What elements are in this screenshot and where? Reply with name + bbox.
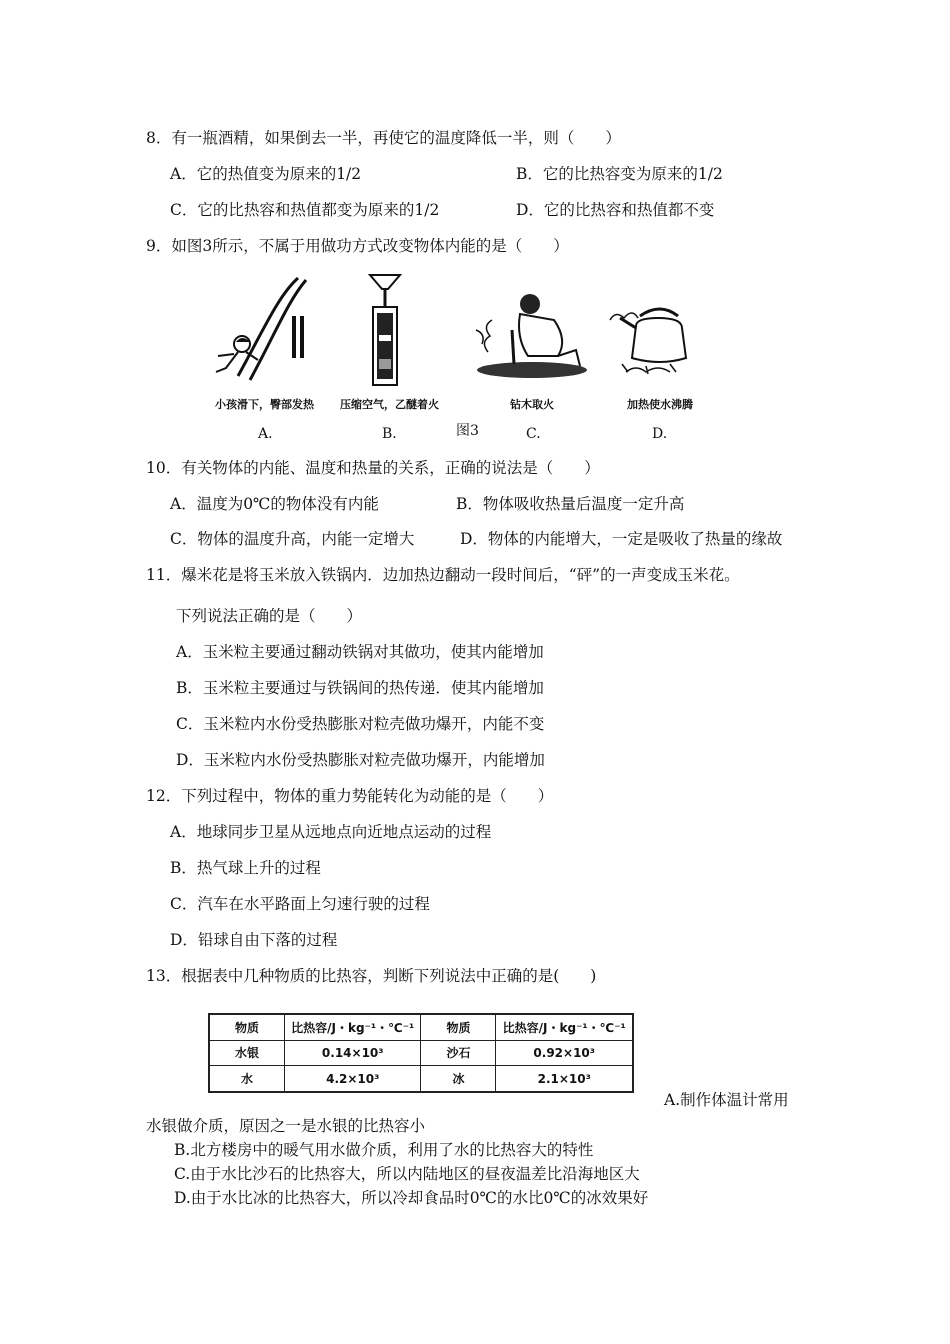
drilling-wood-fire-illustration xyxy=(472,290,590,380)
table-header-row xyxy=(209,1014,633,1040)
q11-stem-line1: 11．爆米花是将玉米放入铁锅内．边加热边翻动一段时间后，“砰”的一声变成玉米花。 xyxy=(146,566,740,584)
q10-option-b: B．物体吸收热量后温度一定升高 xyxy=(456,495,685,513)
q12-option-d: D．铅球自由下落的过程 xyxy=(170,931,338,949)
q8-option-c: C．它的比热容和热值都变为原来的1/2 xyxy=(170,201,440,219)
q13-option-b: B.北方楼房中的暖气用水做介质，利用了水的比热容大的特性 xyxy=(174,1141,594,1159)
table-cell: 冰 xyxy=(421,1066,496,1092)
figure-3-label: 图3 xyxy=(456,423,479,439)
table-cell: 水银 xyxy=(209,1040,285,1066)
table-row xyxy=(209,1040,633,1066)
q13-option-a-line1: A.制作体温计常用 xyxy=(664,1091,789,1109)
table-header-cell: 比热容/J・kg⁻¹・℃⁻¹ xyxy=(285,1014,421,1040)
q13-option-a-line2: 水银做介质，原因之一是水银的比热容小 xyxy=(146,1117,426,1135)
slide-illustration xyxy=(208,276,313,386)
table-cell: 沙石 xyxy=(421,1040,496,1066)
q13-stem: 13．根据表中几种物质的比热容，判断下列说法中正确的是( ) xyxy=(146,967,597,985)
table-cell: 0.92×10³ xyxy=(496,1040,633,1066)
q10-option-c: C．物体的温度升高，内能一定增大 xyxy=(170,530,415,548)
table-cell: 水 xyxy=(209,1066,285,1092)
table-header-cell: 物质 xyxy=(421,1014,496,1040)
figure-c-label: C. xyxy=(526,426,541,442)
table-cell: 0.14×10³ xyxy=(285,1040,421,1066)
specific-heat-table xyxy=(208,1013,634,1093)
figure-b-caption: 压缩空气，乙醚着火 xyxy=(340,398,439,411)
q10-stem: 10．有关物体的内能、温度和热量的关系，正确的说法是（ ） xyxy=(146,459,600,477)
figure-a-caption: 小孩滑下，臀部发热 xyxy=(215,398,314,411)
figure-d-caption: 加热使水沸腾 xyxy=(627,398,693,411)
q8-option-b: B．它的比热容变为原来的1/2 xyxy=(516,165,723,183)
table-row xyxy=(209,1066,633,1092)
q8-option-d: D．它的比热容和热值都不变 xyxy=(516,201,715,219)
q10-option-a: A．温度为0℃的物体没有内能 xyxy=(170,495,379,513)
q8-option-a: A．它的热值变为原来的1/2 xyxy=(170,165,362,183)
figure-d-label: D. xyxy=(652,426,668,442)
figure-a-label: A. xyxy=(258,426,273,442)
q11-option-a: A．玉米粒主要通过翻动铁锅对其做功，使其内能增加 xyxy=(176,643,544,661)
q11-option-d: D．玉米粒内水份受热膨胀对粒壳做功爆开，内能增加 xyxy=(176,751,545,769)
figure-b-label: B. xyxy=(382,426,397,442)
table-header-cell: 物质 xyxy=(209,1014,285,1040)
q12-option-c: C．汽车在水平路面上匀速行驶的过程 xyxy=(170,895,430,913)
q11-option-c: C．玉米粒内水份受热膨胀对粒壳做功爆开，内能不变 xyxy=(176,715,545,733)
q12-option-b: B．热气球上升的过程 xyxy=(170,859,321,877)
boiling-kettle-illustration xyxy=(606,306,690,376)
q8-stem: 8．有一瓶酒精，如果倒去一半，再使它的温度降低一半，则（ ） xyxy=(146,129,621,147)
q11-option-b: B．玉米粒主要通过与铁锅间的热传递．使其内能增加 xyxy=(176,679,544,697)
q11-stem-line2: 下列说法正确的是（ ） xyxy=(176,607,363,625)
table-cell: 4.2×10³ xyxy=(285,1066,421,1092)
figure-c-caption: 钻木取火 xyxy=(510,398,554,411)
q12-option-a: A．地球同步卫星从远地点向近地点运动的过程 xyxy=(170,823,492,841)
table-cell: 2.1×10³ xyxy=(496,1066,633,1092)
q13-option-c: C.由于水比沙石的比热容大，所以内陆地区的昼夜温差比沿海地区大 xyxy=(174,1165,640,1183)
air-compression-pump-illustration xyxy=(362,273,408,388)
q10-option-d: D．物体的内能增大，一定是吸收了热量的缘故 xyxy=(460,530,783,548)
q9-stem: 9．如图3所示，不属于用做功方式改变物体内能的是（ ） xyxy=(146,237,569,255)
table-header-cell: 比热容/J・kg⁻¹・℃⁻¹ xyxy=(496,1014,633,1040)
q13-option-d: D.由于水比冰的比热容大，所以冷却食品时0℃的水比0℃的冰效果好 xyxy=(174,1189,649,1207)
q12-stem: 12．下列过程中，物体的重力势能转化为动能的是（ ） xyxy=(146,787,554,805)
